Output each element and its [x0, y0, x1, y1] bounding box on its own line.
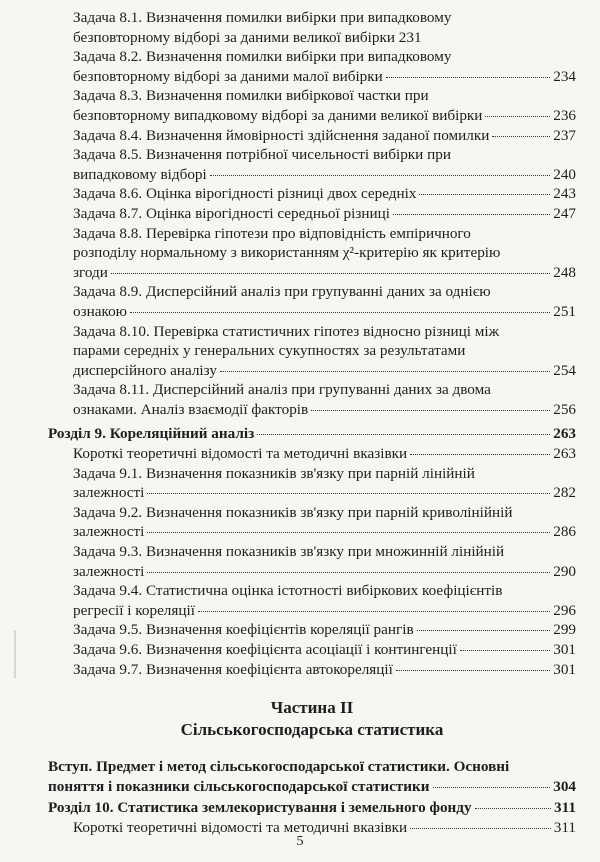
toc-entry[interactable] — [48, 224, 576, 283]
toc-entry[interactable] — [48, 322, 576, 381]
toc-entry-text: парами середніх у генеральних сукупностях за результатами — [73, 342, 466, 360]
toc-entry[interactable] — [48, 640, 576, 660]
toc-entry-line — [73, 126, 576, 146]
toc-entry-text: Розділ 10. Статистика землекористування і земельного фонду — [48, 799, 472, 817]
dot-leader — [111, 273, 550, 274]
toc-entry-line — [73, 660, 576, 680]
toc-entry-line — [73, 400, 576, 420]
toc-entry-line — [73, 562, 576, 582]
dot-leader — [198, 611, 550, 612]
toc-chapter-entry[interactable] — [48, 757, 576, 796]
toc-entry-text: дисперсійного аналізу — [73, 361, 217, 379]
toc-entry[interactable] — [48, 282, 576, 321]
toc-entry-text: Задача 9.7. Визначення коефіцієнта автокореляції — [73, 660, 393, 678]
toc-entry-line — [73, 341, 576, 361]
toc-entry-line — [73, 302, 576, 322]
toc-entry-line — [73, 67, 576, 87]
toc-entry-text: розподілу нормальному з використанням χ²-критерію як критерію — [73, 244, 501, 262]
toc-entry-text: згоди — [73, 263, 108, 281]
toc-entry-text: Задача 9.3. Визначення показників зв'язку при множинній лінійній — [73, 543, 505, 561]
dot-leader — [130, 312, 550, 313]
toc-page-number: 301 — [553, 660, 576, 678]
toc-entry-text: Задача 8.3. Визначення помилки вибіркової частки при — [73, 87, 429, 105]
scan-artifact — [14, 630, 16, 678]
toc-entry-text: Задача 8.6. Оцінка вірогідності різниці двох середніх — [73, 185, 417, 203]
toc-page-number: 236 — [553, 106, 576, 124]
toc-entry-text: поняття і показники сільськогосподарської статистики — [48, 777, 430, 795]
toc-entry[interactable] — [48, 47, 576, 86]
toc-entry-line — [73, 47, 576, 67]
toc-page-number: 304 — [553, 777, 576, 795]
toc-entry-line — [73, 620, 576, 640]
toc-entry-text: Задача 8.2. Визначення помилки вибірки при випадковому — [73, 48, 452, 66]
dot-leader — [410, 828, 551, 829]
toc-page-number: 256 — [553, 400, 576, 418]
toc-entry-text: Задача 8.1. Визначення помилки вибірки при випадковому — [73, 9, 452, 26]
toc-entry-text: випадковому відборі — [73, 165, 207, 183]
toc-entry-text: Задача 9.4. Статистична оцінка істотності вибіркових коефіцієнтів — [73, 582, 503, 600]
toc-entry-line — [73, 503, 576, 523]
dot-leader — [257, 434, 550, 435]
toc-page-number: 251 — [553, 302, 576, 320]
toc-page-number: 311 — [553, 818, 576, 836]
dot-leader — [417, 630, 551, 631]
toc-entry-line — [73, 483, 576, 503]
toc-entry-line — [73, 282, 576, 302]
toc-entry-text: безповторному випадковому відборі за даними великої вибірки — [73, 106, 483, 124]
toc-entry[interactable] — [48, 86, 576, 125]
dot-leader — [393, 214, 550, 215]
toc-page-number: 290 — [553, 562, 576, 580]
toc-entry[interactable] — [48, 204, 576, 224]
toc-entry-text: безповторному відборі за даними великої вибірки 231 — [73, 28, 422, 46]
toc-entry[interactable] — [48, 145, 576, 184]
toc-entry[interactable] — [48, 660, 576, 680]
toc-section-part1 — [48, 8, 576, 679]
toc-entry[interactable] — [48, 464, 576, 503]
dot-leader — [460, 650, 550, 651]
toc-entry[interactable] — [48, 581, 576, 620]
toc-chapter-entry[interactable] — [48, 424, 576, 444]
toc-entry[interactable] — [48, 444, 576, 464]
toc-entry-line — [73, 322, 576, 342]
dot-leader — [419, 194, 550, 195]
toc-entry-text: регресії і кореляції — [73, 601, 195, 619]
dot-leader — [396, 670, 550, 671]
toc-entry-line — [73, 184, 576, 204]
toc-page-number: 311 — [554, 799, 576, 817]
toc-entry-text: Задача 9.2. Визначення показників зв'язку при парній криволінійній — [73, 503, 513, 521]
dot-leader — [220, 371, 550, 372]
toc-entry-line — [73, 581, 576, 601]
toc-entry-text: Вступ. Предмет і метод сільськогосподарської статистики. Основні — [48, 758, 510, 776]
dot-leader — [386, 77, 550, 78]
toc-entry-text: Задача 9.1. Визначення показників зв'язку при парній лінійній — [73, 464, 475, 482]
toc-entry-line — [73, 86, 576, 106]
toc-entry-text: Задача 8.11. Дисперсійний аналіз при групуванні даних за двома — [73, 381, 491, 399]
dot-leader — [210, 175, 550, 176]
toc-entry-line — [73, 224, 576, 244]
toc-page-number: 243 — [553, 185, 576, 203]
toc-entry-line — [73, 380, 576, 400]
toc-entry-line — [73, 8, 576, 28]
toc-entry-line — [73, 243, 576, 263]
toc-entry-line — [73, 444, 576, 464]
toc-entry-line — [73, 263, 576, 283]
toc-entry-text: ознаками. Аналіз взаємодії факторів — [73, 400, 309, 418]
toc-entry-line — [73, 542, 576, 562]
dot-leader — [475, 808, 551, 809]
toc-entry-text: Задача 8.9. Дисперсійний аналіз при групуванні даних за однією — [73, 283, 491, 301]
toc-page-number: 301 — [553, 641, 576, 658]
dot-leader — [492, 136, 550, 137]
toc-page-number: 248 — [553, 263, 576, 281]
toc-chapter-entry[interactable] — [48, 798, 576, 818]
toc-page-number: 263 — [553, 425, 576, 443]
dot-leader — [410, 454, 550, 455]
dot-leader — [311, 410, 550, 411]
toc-entry-text: Задача 8.4. Визначення ймовірності здійснення заданої помилки — [73, 126, 490, 144]
toc-entry-line — [73, 361, 576, 381]
toc-entry[interactable] — [48, 184, 576, 204]
toc-page-number: 237 — [553, 126, 576, 144]
toc-entry-text: безповторному відборі за даними малої вибірки — [73, 67, 383, 85]
toc-entry-line — [48, 777, 576, 797]
toc-page-number: 263 — [553, 445, 576, 463]
toc-entry[interactable] — [48, 380, 576, 419]
toc-page-number: 247 — [553, 204, 576, 222]
dot-leader — [147, 572, 550, 573]
toc-entry-line — [73, 464, 576, 484]
toc-entry-text: ознакою — [73, 302, 128, 320]
toc-page-number: 286 — [553, 523, 576, 541]
toc-entry[interactable] — [48, 542, 576, 581]
toc-entry-text: Задача 8.5. Визначення потрібної чисельності вибірки при — [73, 146, 451, 164]
toc-entry-line — [73, 204, 576, 224]
toc-entry-line — [73, 28, 576, 48]
toc-page-number: 234 — [553, 67, 576, 85]
toc-section-part2 — [48, 757, 576, 837]
toc-page-number: 296 — [553, 601, 576, 619]
dot-leader — [433, 787, 551, 788]
toc-entry-text: Задача 9.5. Визначення коефіцієнтів кореляції рангів — [73, 621, 414, 639]
toc-entry[interactable] — [48, 126, 576, 146]
toc-entry-line — [48, 798, 576, 818]
dot-leader — [485, 116, 550, 117]
toc-entry-line — [73, 165, 576, 185]
toc-entry-text: Задача 8.8. Перевірка гіпотези про відповідність емпіричного — [73, 224, 471, 242]
toc-entry-line — [48, 757, 576, 777]
table-of-contents — [48, 8, 576, 838]
toc-entry[interactable] — [48, 8, 576, 47]
dot-leader — [147, 493, 550, 494]
toc-entry-text: Задача 9.6. Визначення коефіцієнта асоціації і контингенції — [73, 641, 457, 658]
toc-entry-text: Задача 8.7. Оцінка вірогідності середньої різниці — [73, 204, 390, 222]
toc-entry-line — [73, 640, 576, 660]
toc-entry-line — [73, 601, 576, 621]
toc-entry-line — [73, 522, 576, 542]
dot-leader — [147, 532, 550, 533]
toc-page-number: 254 — [553, 361, 576, 379]
toc-entry[interactable] — [48, 503, 576, 542]
part-heading: Частина II — [270, 698, 354, 718]
toc-entry-text: залежності — [73, 484, 145, 502]
toc-entry-line — [73, 106, 576, 126]
toc-page-number: 299 — [553, 621, 576, 639]
toc-page-number: 282 — [553, 484, 576, 502]
page-number: 5 — [296, 834, 304, 849]
toc-entry-text: залежності — [73, 562, 145, 580]
toc-entry-line — [73, 145, 576, 165]
toc-entry-text: Задача 8.10. Перевірка статистичних гіпотез відносно різниці між — [73, 322, 500, 340]
toc-entry-line — [48, 424, 576, 444]
part-subtitle: Сільськогосподарська статистика — [180, 720, 444, 740]
toc-entry[interactable] — [48, 620, 576, 640]
toc-entry-text: Короткі теоретичні відомості та методичні вказівки — [73, 818, 408, 836]
toc-entry-text: Короткі теоретичні відомості та методичні вказівки — [73, 445, 408, 463]
toc-entry-text: залежності — [73, 523, 145, 541]
toc-entry-text: Розділ 9. Кореляційний аналіз — [48, 425, 255, 443]
toc-page-number: 240 — [553, 165, 576, 183]
